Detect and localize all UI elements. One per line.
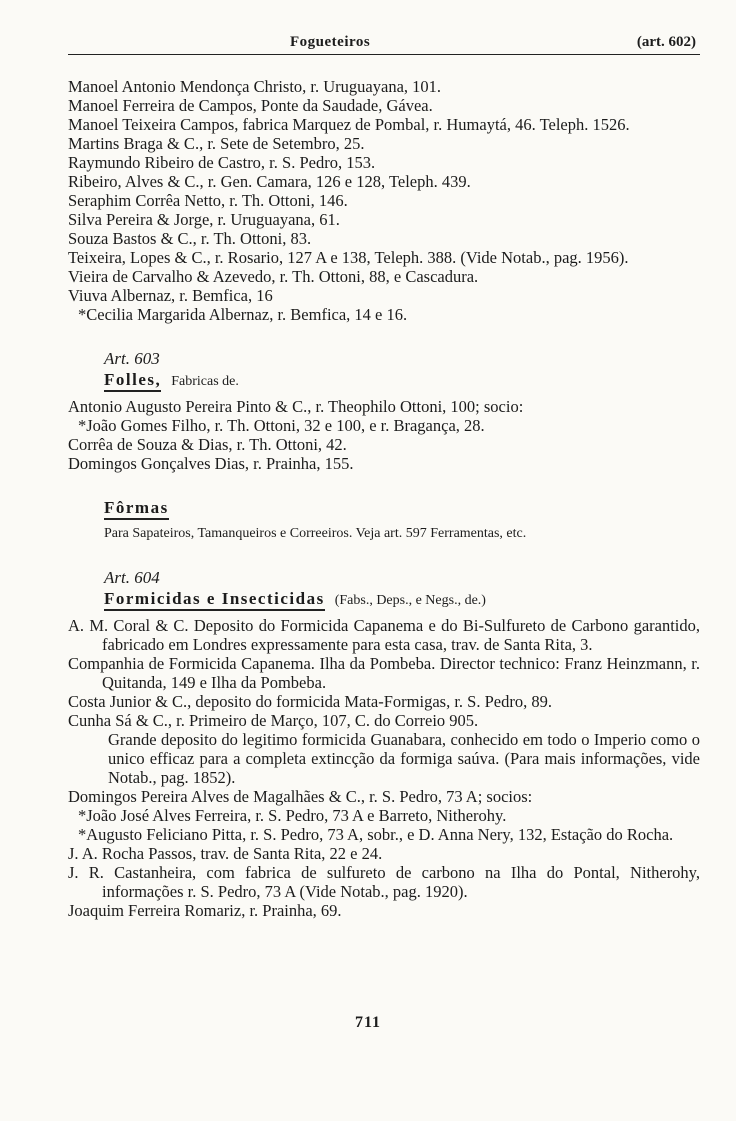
section-title: Folles, (104, 370, 161, 392)
directory-page (68, 28, 700, 920)
list-item: Cunha Sá & C., r. Primeiro de Março, 107, C. do Correio 905. (68, 711, 479, 730)
folles-list (68, 397, 700, 473)
list-item: Corrêa de Souza & Dias, r. Th. Ottoni, 42. (68, 435, 347, 454)
list-item: Vieira de Carvalho & Azevedo, r. Th. Ottoni, 88, e Cascadura. (68, 267, 479, 286)
list-item: J. R. Castanheira, com fabrica de sulfureto de carbono na Ilha do Pontal, Nitherohy, informações r. S. Pedro, 73 A (Vide Notab., pag. 1920). (68, 863, 700, 901)
list-item: Manoel Teixeira Campos, fabrica Marquez de Pombal, r. Humaytá, 46. Teleph. 1526. (68, 115, 630, 134)
running-title: Fogueteiros (290, 34, 371, 50)
list-item: Costa Junior & C., deposito do formicida Mata-Formigas, r. S. Pedro, 89. (68, 692, 552, 711)
list-item: Seraphim Corrêa Netto, r. Th. Ottoni, 146. (68, 191, 348, 210)
section-description: (Fabs., Deps., e Negs., de.) (334, 593, 486, 608)
fogueteiros-list (68, 77, 700, 324)
list-item: Raymundo Ribeiro de Castro, r. S. Pedro, 153. (68, 153, 376, 172)
section-description: Para Sapateiros, Tamanqueiros e Correeiros. Veja art. 597 Ferramentas, etc. (104, 526, 527, 541)
list-item: Silva Pereira & Jorge, r. Uruguayana, 61. (68, 210, 340, 229)
list-item: Manoel Antonio Mendonça Christo, r. Uruguayana, 101. (68, 77, 442, 96)
formicidas-list (68, 616, 700, 920)
section-folles (104, 369, 700, 393)
article-604-label: Art. 604 (104, 568, 160, 587)
article-603-label: Art. 603 (104, 349, 160, 368)
list-item-partner: *Augusto Feliciano Pitta, r. S. Pedro, 73 A, sobr., e D. Anna Nery, 132, Estação do Rocha. (78, 825, 674, 844)
list-item: Antonio Augusto Pereira Pinto & C., r. Theophilo Ottoni, 100; socio: (68, 397, 524, 416)
section-title: Formicidas e Insecticidas (104, 589, 325, 611)
list-item-note: Grande deposito do legitimo formicida Guanabara, conhecido em todo o Imperio como o unico efficaz para a completa extincção da formiga saúva. (Para mais informações, vide Notab., pag. 1852). (108, 730, 700, 787)
section-formas (104, 497, 700, 520)
list-item: Joaquim Ferreira Romariz, r. Prainha, 69. (68, 901, 342, 920)
list-item: Ribeiro, Alves & C., r. Gen. Camara, 126 e 128, Teleph. 439. (68, 172, 471, 191)
list-item: Companhia de Formicida Capanema. Ilha da Pombeba. Director technico: Franz Heinzmann, r. Quitanda, 149 e Ilha da Pombeba. (68, 654, 700, 692)
list-item: J. A. Rocha Passos, trav. de Santa Rita, 22 e 24. (68, 844, 383, 863)
list-item-partner: *Cecilia Margarida Albernaz, r. Bemfica, 14 e 16. (78, 305, 408, 324)
list-item-partner: *João Gomes Filho, r. Th. Ottoni, 32 e 100, e r. Bragança, 28. (78, 416, 485, 435)
section-description: Fabricas de. (171, 374, 239, 389)
list-item: A. M. Coral & C. Deposito do Formicida Capanema e do Bi-Sulfureto de Carbono garantido, fabricado em Londres expressamente para esta casa, trav. de Santa Rita, 3. (68, 616, 700, 654)
list-item: Domingos Pereira Alves de Magalhães & C., r. S. Pedro, 73 A; socios: (68, 787, 533, 806)
list-item-partner: *João José Alves Ferreira, r. S. Pedro, 73 A e Barreto, Nitherohy. (78, 806, 507, 825)
list-item: Souza Bastos & C., r. Th. Ottoni, 83. (68, 229, 312, 248)
section-title: Fôrmas (104, 498, 169, 520)
section-formicidas (104, 588, 700, 612)
list-item: Manoel Ferreira de Campos, Ponte da Saudade, Gávea. (68, 96, 433, 115)
list-item: Martins Braga & C., r. Sete de Setembro, 25. (68, 134, 365, 153)
list-item: Domingos Gonçalves Dias, r. Prainha, 155. (68, 454, 354, 473)
list-item: Teixeira, Lopes & C., r. Rosario, 127 A e 138, Teleph. 388. (Vide Notab., pag. 1956). (68, 248, 629, 267)
list-item: Viuva Albernaz, r. Bemfica, 16 (68, 286, 273, 305)
page-header (68, 28, 700, 55)
running-article-ref: (art. 602) (636, 34, 696, 50)
page-number: 711 (354, 1014, 382, 1031)
